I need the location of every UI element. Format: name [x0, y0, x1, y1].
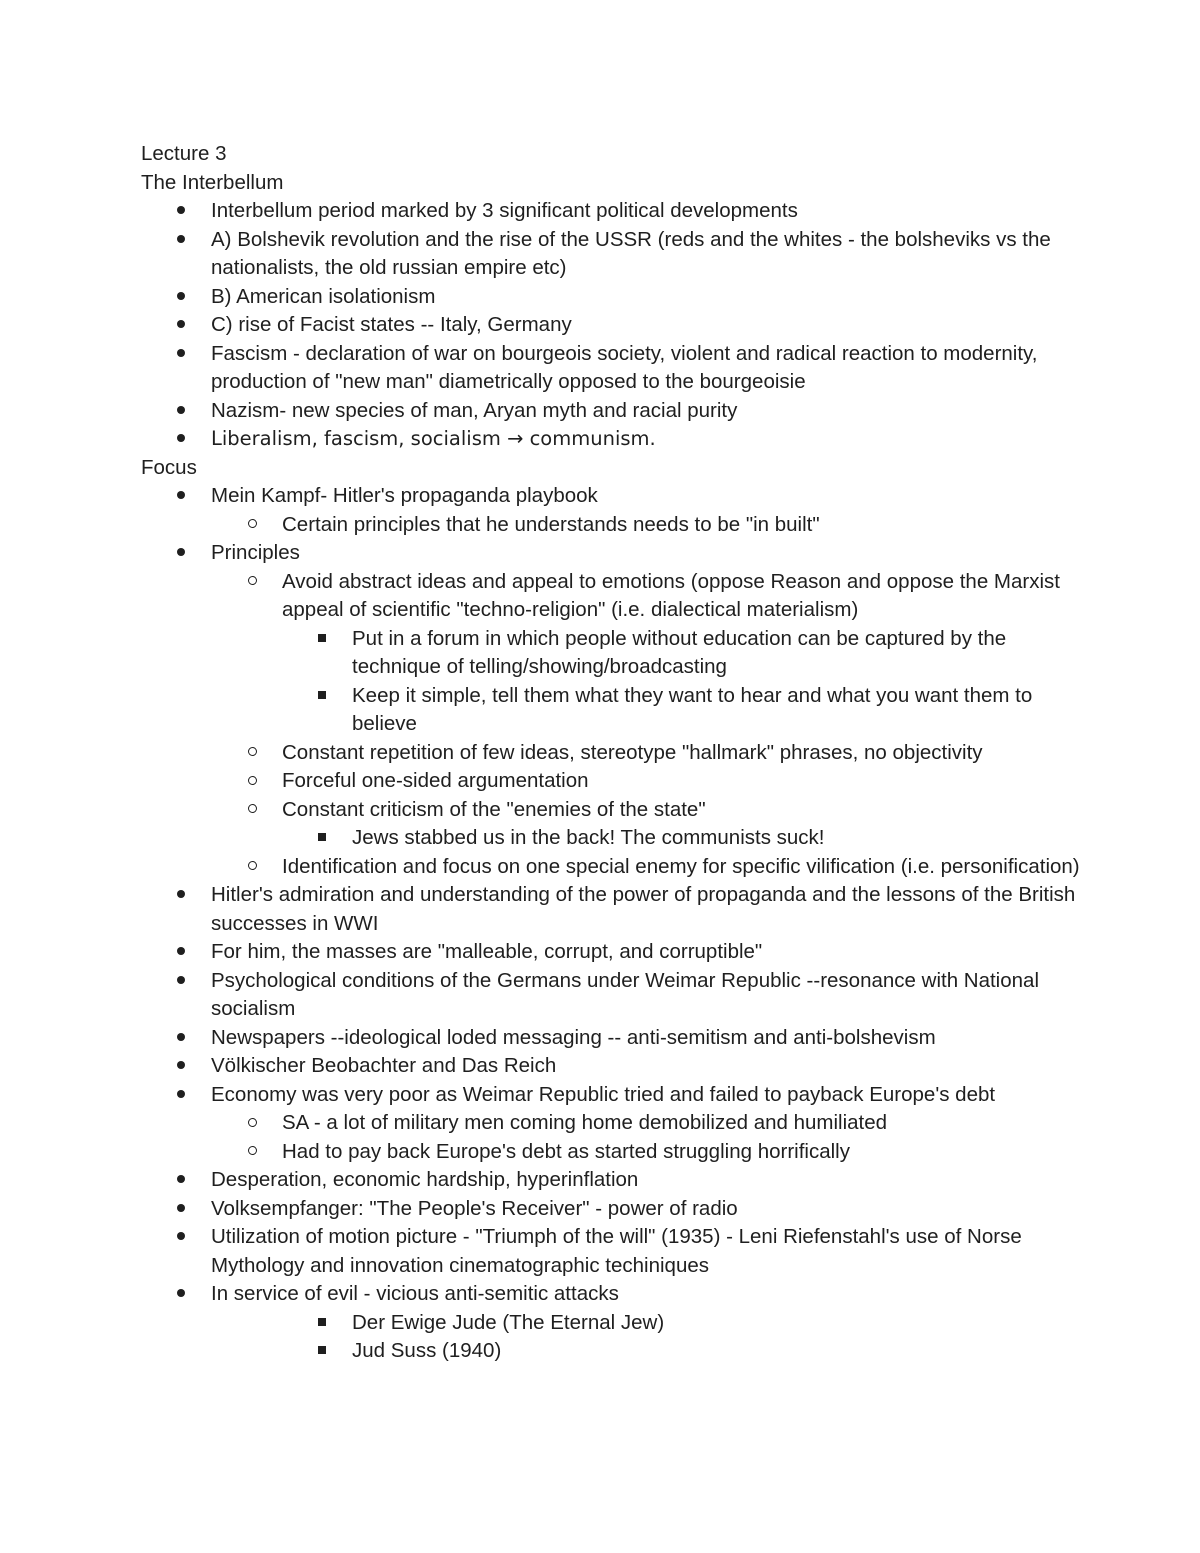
bullet-circle-icon [242, 511, 262, 540]
list-item: Jud Suss (1940) [141, 1337, 1081, 1366]
document-title: Lecture 3 [141, 142, 227, 165]
bullet-circle-icon [242, 1138, 262, 1167]
bullet-dot-icon [171, 967, 191, 996]
list-item: Keep it simple, tell them what they want to hear and what you want them to believe [141, 682, 1081, 739]
list-item: C) rise of Facist states -- Italy, Germany [141, 311, 1081, 340]
list-item: Interbellum period marked by 3 significant political developments [141, 197, 1081, 226]
bullet-dot-icon [171, 197, 191, 226]
list-item: SA - a lot of military men coming home demobilized and humiliated [141, 1109, 1081, 1138]
bullet-circle-icon [242, 1109, 262, 1138]
section-interbellum-list [141, 197, 1081, 454]
list-item: Jews stabbed us in the back! The communists suck! [141, 824, 1081, 853]
bullet-square-icon [312, 824, 332, 853]
list-item: Put in a forum in which people without education can be captured by the technique of telling/showing/broadcasting [141, 625, 1081, 682]
list-item: Liberalism, fascism, socialism → communism. [141, 425, 1081, 454]
document-page [141, 140, 1081, 1366]
list-item: B) American isolationism [141, 283, 1081, 312]
list-item: Desperation, economic hardship, hyperinflation [141, 1166, 1081, 1195]
bullet-dot-icon [171, 1280, 191, 1309]
bullet-circle-icon [242, 568, 262, 597]
bullet-dot-icon [171, 1081, 191, 1110]
section-focus-list [141, 482, 1081, 1366]
bullet-dot-icon [171, 1223, 191, 1252]
list-item: Certain principles that he understands needs to be "in built" [141, 511, 1081, 540]
bullet-dot-icon [171, 1052, 191, 1081]
bullet-square-icon [312, 625, 332, 654]
bullet-square-icon [312, 1309, 332, 1338]
bullet-dot-icon [171, 881, 191, 910]
list-item: Nazism- new species of man, Aryan myth and racial purity [141, 397, 1081, 426]
bullet-dot-icon [171, 938, 191, 967]
list-item: Constant repetition of few ideas, stereotype "hallmark" phrases, no objectivity [141, 739, 1081, 768]
list-item: For him, the masses are "malleable, corrupt, and corruptible" [141, 938, 1081, 967]
bullet-square-icon [312, 1337, 332, 1366]
list-item: Volksempfanger: "The People's Receiver" - power of radio [141, 1195, 1081, 1224]
list-item: Psychological conditions of the Germans under Weimar Republic --resonance with National socialism [141, 967, 1081, 1024]
bullet-circle-icon [242, 739, 262, 768]
bullet-circle-icon [242, 767, 262, 796]
list-item: Had to pay back Europe's debt as started struggling horrifically [141, 1138, 1081, 1167]
list-item: Hitler's admiration and understanding of the power of propaganda and the lessons of the British successes in WWI [141, 881, 1081, 938]
bullet-dot-icon [171, 425, 191, 454]
bullet-dot-icon [171, 283, 191, 312]
list-item: Fascism - declaration of war on bourgeois society, violent and radical reaction to modernity, production of "new man" diametrically opposed to the bourgeoisie [141, 340, 1081, 397]
bullet-dot-icon [171, 226, 191, 255]
bullet-dot-icon [171, 1166, 191, 1195]
list-item: Avoid abstract ideas and appeal to emotions (oppose Reason and oppose the Marxist appeal of scientific "techno-religion" (i.e. dialectical materialism) [141, 568, 1081, 625]
bullet-dot-icon [171, 340, 191, 369]
bullet-dot-icon [171, 397, 191, 426]
list-item: Forceful one-sided argumentation [141, 767, 1081, 796]
list-item: Identification and focus on one special enemy for specific vilification (i.e. personification) [141, 853, 1081, 882]
list-item: A) Bolshevik revolution and the rise of the USSR (reds and the whites - the bolsheviks vs the nationalists, the old russian empire etc) [141, 226, 1081, 283]
heading-interbellum: The Interbellum [141, 170, 284, 194]
bullet-square-icon [312, 682, 332, 711]
bullet-dot-icon [171, 539, 191, 568]
list-item: Constant criticism of the "enemies of the state" [141, 796, 1081, 825]
list-item: Utilization of motion picture - "Triumph of the will" (1935) - Leni Riefenstahl's use of Norse Mythology and innovation cinematographic techiniques [141, 1223, 1081, 1280]
list-item: Principles [141, 539, 1081, 568]
bullet-circle-icon [242, 853, 262, 882]
bullet-dot-icon [171, 1024, 191, 1053]
list-item: Völkischer Beobachter and Das Reich [141, 1052, 1081, 1081]
list-item: Mein Kampf- Hitler's propaganda playbook [141, 482, 1081, 511]
bullet-dot-icon [171, 1195, 191, 1224]
list-item: Newspapers --ideological loded messaging -- anti-semitism and anti-bolshevism [141, 1024, 1081, 1053]
heading-focus: Focus [141, 455, 197, 479]
list-item: Economy was very poor as Weimar Republic tried and failed to payback Europe's debt [141, 1081, 1081, 1110]
bullet-dot-icon [171, 311, 191, 340]
list-item: Der Ewige Jude (The Eternal Jew) [141, 1309, 1081, 1338]
bullet-dot-icon [171, 482, 191, 511]
list-item: In service of evil - vicious anti-semitic attacks [141, 1280, 1081, 1309]
bullet-circle-icon [242, 796, 262, 825]
